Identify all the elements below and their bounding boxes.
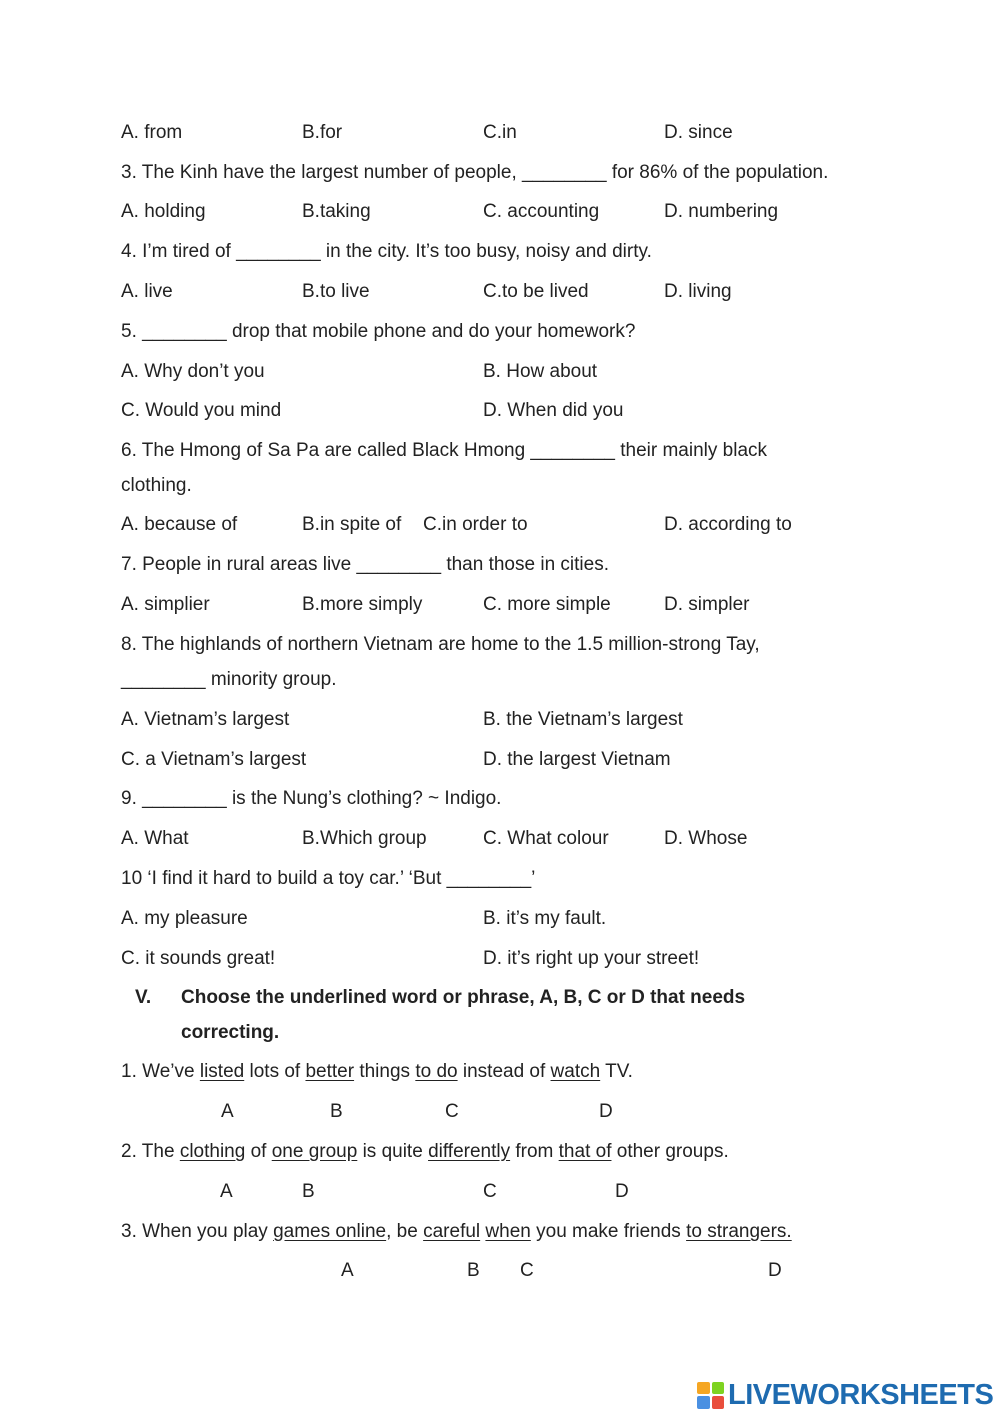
e2-underlined-d: that of xyxy=(558,1141,612,1162)
e1-label-a: A xyxy=(221,1101,234,1122)
e1-underlined-c: to do xyxy=(415,1061,458,1082)
q6-stem-line2: clothing. xyxy=(121,475,192,496)
e3-text-2: , be xyxy=(386,1221,424,1242)
e3-text-4: you make friends xyxy=(530,1221,687,1242)
liveworksheets-logo xyxy=(697,1378,993,1412)
q3-option-a: A. holding xyxy=(121,201,206,222)
q2-option-b: B.for xyxy=(302,122,343,143)
q7-option-a: A. simplier xyxy=(121,594,210,615)
logo-wordmark: LIVEWORKSHEETS xyxy=(728,1378,994,1411)
q2-option-c: C.in xyxy=(483,122,517,143)
q3-option-d: D. numbering xyxy=(664,201,779,222)
q10-stem: 10 ‘I find it hard to build a toy car.’ ‘But ________’ xyxy=(121,868,536,889)
e2-text-4: from xyxy=(510,1141,559,1162)
e2-label-b: B xyxy=(302,1181,315,1202)
q9-option-c: C. What colour xyxy=(483,828,609,849)
q4-stem: 4. I’m tired of ________ in the city. It’s too busy, noisy and dirty. xyxy=(121,241,652,262)
section-v-title-line2: correcting. xyxy=(181,1022,280,1043)
liveworksheets-logo-icon xyxy=(697,1382,724,1409)
q5-option-b: B. How about xyxy=(483,361,598,382)
q10-option-b: B. it’s my fault. xyxy=(483,908,607,929)
e1-underlined-d: watch xyxy=(550,1061,601,1082)
q4-option-b: B.to live xyxy=(302,281,370,302)
error-question-2 xyxy=(121,1141,729,1163)
q7-option-d: D. simpler xyxy=(664,594,750,615)
e2-label-d: D xyxy=(615,1181,629,1202)
q9-option-d: D. Whose xyxy=(664,828,748,849)
q2-option-d: D. since xyxy=(664,122,733,143)
q4-option-c: C.to be lived xyxy=(483,281,589,302)
q8-option-d: D. the largest Vietnam xyxy=(483,749,671,770)
q3-stem: 3. The Kinh have the largest number of people, ________ for 86% of the population. xyxy=(121,162,829,183)
q8-option-c: C. a Vietnam’s largest xyxy=(121,749,307,770)
q8-stem-line1: 8. The highlands of northern Vietnam are home to the 1.5 million-strong Tay, xyxy=(121,634,760,655)
q6-option-a: A. because of xyxy=(121,514,238,535)
e2-label-c: C xyxy=(483,1181,497,1202)
e3-label-b: B xyxy=(467,1260,480,1281)
error-question-3 xyxy=(121,1221,792,1243)
q3-option-c: C. accounting xyxy=(483,201,600,222)
q6-stem-line1: 6. The Hmong of Sa Pa are called Black Hmong ________ their mainly black xyxy=(121,440,768,461)
q8-option-a: A. Vietnam’s largest xyxy=(121,709,290,730)
e2-text-1: 2. The xyxy=(121,1141,180,1162)
section-v-numeral: V. xyxy=(135,987,152,1008)
q4-option-d: D. living xyxy=(664,281,732,302)
e3-underlined-b: careful xyxy=(423,1221,481,1242)
e3-underlined-d: to strangers. xyxy=(686,1221,792,1242)
e2-text-3: is quite xyxy=(357,1141,429,1162)
q9-option-b: B.Which group xyxy=(302,828,427,849)
e1-text-3: things xyxy=(354,1061,416,1082)
e2-text-5: other groups. xyxy=(611,1141,729,1162)
e1-underlined-a: listed xyxy=(199,1061,245,1082)
e3-underlined-a: games online xyxy=(273,1221,387,1242)
q8-stem-line2: ________ minority group. xyxy=(121,669,337,690)
e3-label-d: D xyxy=(768,1260,782,1281)
q6-option-d: D. according to xyxy=(664,514,792,535)
error-question-1 xyxy=(121,1061,633,1083)
e1-text-1: 1. We’ve xyxy=(121,1061,200,1082)
e1-text-2: lots of xyxy=(244,1061,306,1082)
e2-text-2: of xyxy=(245,1141,272,1162)
q5-option-c: C. Would you mind xyxy=(121,400,282,421)
q5-option-a: A. Why don’t you xyxy=(121,361,265,382)
e2-underlined-c: differently xyxy=(428,1141,511,1162)
q10-option-d: D. it’s right up your street! xyxy=(483,948,700,969)
q10-option-c: C. it sounds great! xyxy=(121,948,276,969)
q6-option-c: C.in order to xyxy=(423,514,528,535)
e3-underlined-c: when xyxy=(485,1221,531,1242)
q7-option-c: C. more simple xyxy=(483,594,611,615)
e1-underlined-b: better xyxy=(305,1061,355,1082)
e1-text-4: instead of xyxy=(457,1061,551,1082)
e2-label-a: A xyxy=(220,1181,233,1202)
e1-text-5: TV. xyxy=(600,1061,633,1082)
q9-option-a: A. What xyxy=(121,828,189,849)
e3-label-a: A xyxy=(341,1260,354,1281)
q6-option-b: B.in spite of xyxy=(302,514,402,535)
e3-label-c: C xyxy=(520,1260,534,1281)
q8-option-b: B. the Vietnam’s largest xyxy=(483,709,683,730)
q5-option-d: D. When did you xyxy=(483,400,624,421)
q4-option-a: A. live xyxy=(121,281,173,302)
q7-stem: 7. People in rural areas live ________ than those in cities. xyxy=(121,554,609,575)
e1-label-c: C xyxy=(445,1101,459,1122)
e3-text-1: 3. When you play xyxy=(121,1221,274,1242)
section-v-title-line1: Choose the underlined word or phrase, A, B, C or D that needs xyxy=(181,987,746,1008)
q5-stem: 5. ________ drop that mobile phone and do your homework? xyxy=(121,321,636,342)
e1-label-d: D xyxy=(599,1101,613,1122)
e1-label-b: B xyxy=(330,1101,343,1122)
e2-underlined-b: one group xyxy=(271,1141,358,1162)
q2-option-a: A. from xyxy=(121,122,183,143)
q7-option-b: B.more simply xyxy=(302,594,423,615)
q3-option-b: B.taking xyxy=(302,201,371,222)
e2-underlined-a: clothing xyxy=(179,1141,246,1162)
q10-option-a: A. my pleasure xyxy=(121,908,248,929)
q9-stem: 9. ________ is the Nung’s clothing? ~ Indigo. xyxy=(121,788,502,809)
